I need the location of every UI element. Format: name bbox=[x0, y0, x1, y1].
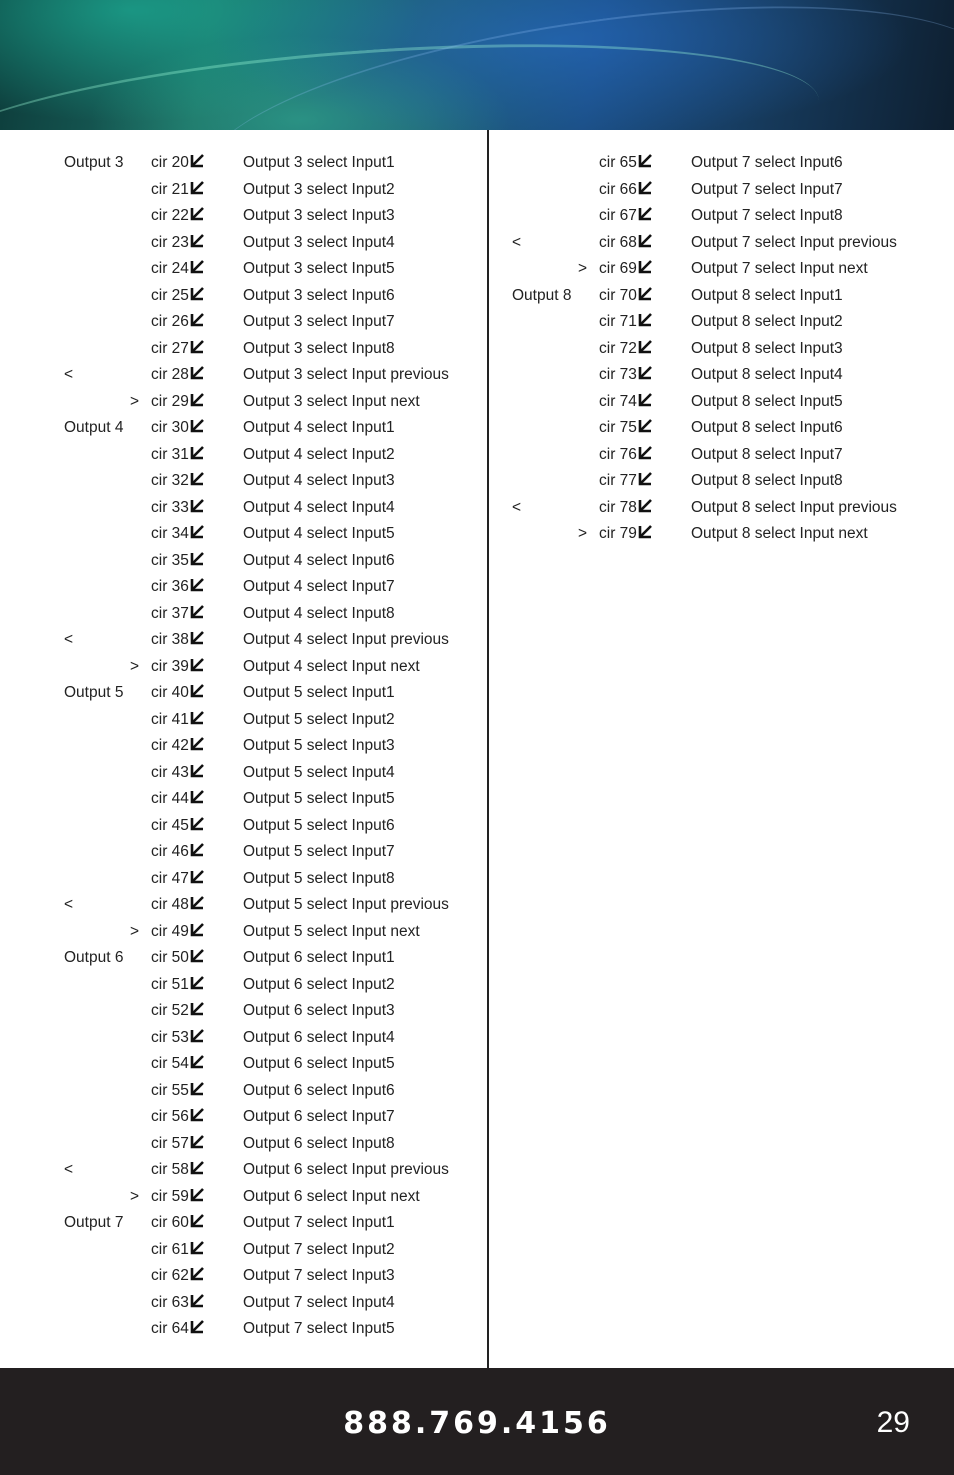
command-description: Output 6 select Input5 bbox=[243, 1055, 395, 1072]
command-code bbox=[151, 1051, 204, 1078]
command-code-text: cir 33 bbox=[151, 498, 189, 516]
command-description: Output 5 select Input7 bbox=[243, 843, 395, 860]
command-description: Output 5 select Input4 bbox=[243, 763, 395, 781]
command-code-text: cir 58 bbox=[151, 1161, 189, 1178]
command-code-text: cir 35 bbox=[151, 551, 189, 569]
command-code-text: cir 48 bbox=[151, 896, 189, 913]
enter-arrow-icon bbox=[638, 287, 652, 301]
phone-number: 888.769.4156 bbox=[343, 1406, 611, 1441]
enter-arrow-icon bbox=[190, 552, 204, 566]
command-description: Output 4 select Input6 bbox=[243, 551, 395, 569]
command-code-text: cir 29 bbox=[151, 392, 189, 410]
enter-arrow-icon bbox=[190, 578, 204, 592]
command-code bbox=[599, 468, 652, 495]
command-description: Output 8 select Input4 bbox=[691, 366, 843, 383]
command-code bbox=[151, 230, 204, 257]
command-code bbox=[599, 495, 652, 522]
enter-arrow-icon bbox=[190, 870, 204, 884]
command-code bbox=[599, 362, 652, 389]
command-code bbox=[151, 627, 204, 654]
command-code bbox=[151, 654, 204, 681]
row-label: Output 8 bbox=[512, 286, 572, 304]
enter-arrow-icon bbox=[190, 207, 204, 221]
command-description: Output 5 select Input1 bbox=[243, 684, 395, 701]
row-label: < bbox=[64, 1161, 74, 1178]
command-code-text: cir 36 bbox=[151, 578, 189, 595]
command-code-text: cir 69 bbox=[599, 260, 637, 277]
command-code bbox=[151, 1078, 204, 1105]
command-description: Output 5 select Input2 bbox=[243, 710, 395, 728]
command-description: Output 3 select Input3 bbox=[243, 207, 395, 224]
command-description: Output 7 select Input1 bbox=[243, 1214, 395, 1231]
enter-arrow-icon bbox=[190, 260, 204, 274]
enter-arrow-icon bbox=[190, 313, 204, 327]
command-code-text: cir 44 bbox=[151, 790, 189, 807]
row-label: Output 7 bbox=[64, 1214, 124, 1231]
enter-arrow-icon bbox=[638, 313, 652, 327]
command-code-text: cir 67 bbox=[599, 207, 637, 224]
command-description: Output 8 select Input next bbox=[691, 525, 868, 542]
enter-arrow-icon bbox=[190, 525, 204, 539]
command-description: Output 7 select Input2 bbox=[243, 1240, 395, 1258]
enter-arrow-icon bbox=[638, 472, 652, 486]
command-code-text: cir 39 bbox=[151, 657, 189, 675]
next-symbol: > bbox=[130, 657, 140, 675]
enter-arrow-icon bbox=[190, 154, 204, 168]
command-code-text: cir 27 bbox=[151, 339, 189, 357]
enter-arrow-icon bbox=[190, 1267, 204, 1281]
command-code bbox=[599, 256, 652, 283]
command-description: Output 6 select Input previous bbox=[243, 1161, 449, 1178]
command-description: Output 3 select Input previous bbox=[243, 366, 449, 383]
command-code bbox=[151, 1316, 204, 1343]
enter-arrow-icon bbox=[190, 499, 204, 513]
command-code bbox=[151, 362, 204, 389]
command-description: Output 8 select Input6 bbox=[691, 419, 843, 436]
command-description: Output 4 select Input2 bbox=[243, 445, 395, 463]
command-description: Output 4 select Input3 bbox=[243, 472, 395, 489]
command-description: Output 3 select Input next bbox=[243, 392, 420, 410]
row-label: Output 3 bbox=[64, 154, 124, 171]
command-description: Output 3 select Input4 bbox=[243, 233, 395, 251]
next-symbol: > bbox=[578, 260, 588, 277]
command-description: Output 7 select Input8 bbox=[691, 207, 843, 224]
command-code-text: cir 45 bbox=[151, 816, 189, 834]
command-code-text: cir 63 bbox=[151, 1293, 189, 1311]
command-description: Output 8 select Input3 bbox=[691, 339, 843, 357]
command-description: Output 7 select Input3 bbox=[243, 1267, 395, 1284]
command-description: Output 8 select Input5 bbox=[691, 392, 843, 410]
command-code-text: cir 50 bbox=[151, 949, 189, 966]
command-code-text: cir 79 bbox=[599, 525, 637, 542]
enter-arrow-icon bbox=[190, 287, 204, 301]
command-code-text: cir 30 bbox=[151, 419, 189, 436]
enter-arrow-icon bbox=[190, 764, 204, 778]
command-code-text: cir 25 bbox=[151, 286, 189, 304]
command-description: Output 7 select Input6 bbox=[691, 154, 843, 171]
command-code bbox=[151, 998, 204, 1025]
enter-arrow-icon bbox=[190, 366, 204, 380]
command-description: Output 3 select Input1 bbox=[243, 154, 395, 171]
command-code-text: cir 75 bbox=[599, 419, 637, 436]
enter-arrow-icon bbox=[190, 1188, 204, 1202]
command-description: Output 7 select Input4 bbox=[243, 1293, 395, 1311]
command-code bbox=[599, 177, 652, 204]
command-code-text: cir 43 bbox=[151, 763, 189, 781]
command-code bbox=[599, 283, 652, 310]
command-description: Output 8 select Input8 bbox=[691, 472, 843, 489]
enter-arrow-icon bbox=[190, 631, 204, 645]
command-code bbox=[151, 415, 204, 442]
next-symbol: > bbox=[130, 1187, 140, 1205]
command-description: Output 5 select Input5 bbox=[243, 790, 395, 807]
row-label: < bbox=[64, 631, 74, 648]
command-code bbox=[151, 1263, 204, 1290]
enter-arrow-icon bbox=[190, 1055, 204, 1069]
command-code-text: cir 34 bbox=[151, 525, 189, 542]
command-description: Output 4 select Input1 bbox=[243, 419, 395, 436]
command-code bbox=[151, 892, 204, 919]
command-description: Output 3 select Input6 bbox=[243, 286, 395, 304]
command-description: Output 6 select Input next bbox=[243, 1187, 420, 1205]
command-code-text: cir 71 bbox=[599, 313, 637, 330]
command-description: Output 7 select Input7 bbox=[691, 180, 843, 198]
command-code bbox=[151, 203, 204, 230]
command-description: Output 4 select Input4 bbox=[243, 498, 395, 516]
enter-arrow-icon bbox=[190, 896, 204, 910]
command-description: Output 6 select Input4 bbox=[243, 1028, 395, 1046]
enter-arrow-icon bbox=[190, 658, 204, 672]
command-code-text: cir 20 bbox=[151, 154, 189, 171]
enter-arrow-icon bbox=[190, 790, 204, 804]
enter-arrow-icon bbox=[190, 340, 204, 354]
command-code bbox=[599, 309, 652, 336]
enter-arrow-icon bbox=[190, 1161, 204, 1175]
command-code-text: cir 21 bbox=[151, 180, 189, 198]
command-code bbox=[151, 548, 204, 575]
command-code bbox=[151, 521, 204, 548]
enter-arrow-icon bbox=[190, 446, 204, 460]
command-description: Output 8 select Input previous bbox=[691, 498, 897, 516]
command-code bbox=[599, 150, 652, 177]
command-code-text: cir 59 bbox=[151, 1187, 189, 1205]
command-code-text: cir 52 bbox=[151, 1002, 189, 1019]
command-description: Output 8 select Input1 bbox=[691, 286, 843, 304]
command-code bbox=[151, 866, 204, 893]
command-code bbox=[151, 495, 204, 522]
command-description: Output 5 select Input6 bbox=[243, 816, 395, 834]
command-code bbox=[151, 1290, 204, 1317]
command-description: Output 4 select Input8 bbox=[243, 604, 395, 622]
command-description: Output 7 select Input next bbox=[691, 260, 868, 277]
enter-arrow-icon bbox=[190, 1108, 204, 1122]
command-description: Output 6 select Input7 bbox=[243, 1108, 395, 1125]
command-description: Output 6 select Input6 bbox=[243, 1081, 395, 1099]
command-code-text: cir 72 bbox=[599, 339, 637, 357]
command-code-text: cir 38 bbox=[151, 631, 189, 648]
column-divider bbox=[487, 130, 489, 1368]
command-code bbox=[151, 813, 204, 840]
enter-arrow-icon bbox=[190, 923, 204, 937]
command-code-text: cir 68 bbox=[599, 233, 637, 251]
command-description: Output 7 select Input5 bbox=[243, 1320, 395, 1337]
command-description: Output 8 select Input7 bbox=[691, 445, 843, 463]
enter-arrow-icon bbox=[190, 234, 204, 248]
command-description: Output 6 select Input8 bbox=[243, 1134, 395, 1152]
enter-arrow-icon bbox=[190, 1029, 204, 1043]
command-code bbox=[151, 760, 204, 787]
command-code bbox=[151, 336, 204, 363]
command-code bbox=[151, 1104, 204, 1131]
command-description: Output 5 select Input3 bbox=[243, 737, 395, 754]
command-description: Output 4 select Input next bbox=[243, 657, 420, 675]
command-description: Output 3 select Input8 bbox=[243, 339, 395, 357]
row-label: < bbox=[64, 896, 74, 913]
page-number: 29 bbox=[876, 1406, 910, 1439]
enter-arrow-icon bbox=[190, 737, 204, 751]
command-code-text: cir 41 bbox=[151, 710, 189, 728]
command-code-text: cir 49 bbox=[151, 922, 189, 940]
command-description: Output 3 select Input5 bbox=[243, 260, 395, 277]
enter-arrow-icon bbox=[638, 207, 652, 221]
command-code-text: cir 55 bbox=[151, 1081, 189, 1099]
enter-arrow-icon bbox=[190, 1241, 204, 1255]
enter-arrow-icon bbox=[638, 260, 652, 274]
command-code bbox=[599, 336, 652, 363]
command-code-text: cir 47 bbox=[151, 869, 189, 887]
command-code bbox=[151, 468, 204, 495]
enter-arrow-icon bbox=[638, 393, 652, 407]
command-code bbox=[151, 1131, 204, 1158]
command-code-text: cir 32 bbox=[151, 472, 189, 489]
command-code bbox=[151, 1184, 204, 1211]
command-code-text: cir 24 bbox=[151, 260, 189, 277]
command-code bbox=[599, 203, 652, 230]
enter-arrow-icon bbox=[190, 1135, 204, 1149]
command-code-text: cir 40 bbox=[151, 684, 189, 701]
command-code bbox=[599, 389, 652, 416]
footer-bar bbox=[0, 1368, 954, 1475]
enter-arrow-icon bbox=[190, 1002, 204, 1016]
command-code-text: cir 28 bbox=[151, 366, 189, 383]
enter-arrow-icon bbox=[190, 1294, 204, 1308]
command-code bbox=[151, 1210, 204, 1237]
row-label: Output 4 bbox=[64, 419, 124, 436]
command-code-text: cir 73 bbox=[599, 366, 637, 383]
command-code-text: cir 76 bbox=[599, 445, 637, 463]
command-description: Output 6 select Input3 bbox=[243, 1002, 395, 1019]
command-code bbox=[151, 177, 204, 204]
next-symbol: > bbox=[578, 525, 588, 542]
command-code bbox=[151, 786, 204, 813]
command-code-text: cir 66 bbox=[599, 180, 637, 198]
command-code-text: cir 60 bbox=[151, 1214, 189, 1231]
command-description: Output 4 select Input7 bbox=[243, 578, 395, 595]
command-code bbox=[599, 521, 652, 548]
enter-arrow-icon bbox=[190, 181, 204, 195]
next-symbol: > bbox=[130, 922, 140, 940]
row-label: < bbox=[64, 366, 74, 383]
command-description: Output 6 select Input1 bbox=[243, 949, 395, 966]
header-banner bbox=[0, 0, 954, 130]
command-code-text: cir 61 bbox=[151, 1240, 189, 1258]
command-code bbox=[151, 601, 204, 628]
command-code-text: cir 42 bbox=[151, 737, 189, 754]
command-code-text: cir 77 bbox=[599, 472, 637, 489]
enter-arrow-icon bbox=[190, 605, 204, 619]
enter-arrow-icon bbox=[638, 234, 652, 248]
command-description: Output 3 select Input2 bbox=[243, 180, 395, 198]
row-label: < bbox=[512, 498, 522, 516]
row-label: Output 5 bbox=[64, 684, 124, 701]
command-code bbox=[151, 256, 204, 283]
enter-arrow-icon bbox=[190, 949, 204, 963]
next-symbol: > bbox=[130, 392, 140, 410]
command-code-text: cir 26 bbox=[151, 313, 189, 330]
enter-arrow-icon bbox=[638, 525, 652, 539]
enter-arrow-icon bbox=[190, 976, 204, 990]
command-code-text: cir 64 bbox=[151, 1320, 189, 1337]
command-description: Output 3 select Input7 bbox=[243, 313, 395, 330]
enter-arrow-icon bbox=[638, 366, 652, 380]
enter-arrow-icon bbox=[638, 340, 652, 354]
command-code-text: cir 46 bbox=[151, 843, 189, 860]
enter-arrow-icon bbox=[638, 499, 652, 513]
command-code bbox=[151, 1157, 204, 1184]
command-description: Output 7 select Input previous bbox=[691, 233, 897, 251]
enter-arrow-icon bbox=[190, 393, 204, 407]
command-code-text: cir 78 bbox=[599, 498, 637, 516]
enter-arrow-icon bbox=[638, 419, 652, 433]
command-code bbox=[151, 442, 204, 469]
command-code-text: cir 22 bbox=[151, 207, 189, 224]
row-label: < bbox=[512, 233, 522, 251]
enter-arrow-icon bbox=[638, 446, 652, 460]
command-code-text: cir 31 bbox=[151, 445, 189, 463]
enter-arrow-icon bbox=[190, 1214, 204, 1228]
command-code bbox=[151, 389, 204, 416]
enter-arrow-icon bbox=[190, 472, 204, 486]
enter-arrow-icon bbox=[638, 154, 652, 168]
command-code bbox=[599, 415, 652, 442]
enter-arrow-icon bbox=[190, 843, 204, 857]
command-description: Output 5 select Input8 bbox=[243, 869, 395, 887]
command-code bbox=[151, 574, 204, 601]
command-code-text: cir 53 bbox=[151, 1028, 189, 1046]
command-code bbox=[151, 733, 204, 760]
command-description: Output 4 select Input previous bbox=[243, 631, 449, 648]
command-code bbox=[151, 839, 204, 866]
command-description: Output 5 select Input next bbox=[243, 922, 420, 940]
command-code bbox=[151, 919, 204, 946]
command-code bbox=[151, 972, 204, 999]
command-code-text: cir 56 bbox=[151, 1108, 189, 1125]
command-code bbox=[151, 309, 204, 336]
enter-arrow-icon bbox=[190, 1082, 204, 1096]
command-code bbox=[151, 707, 204, 734]
command-code-text: cir 74 bbox=[599, 392, 637, 410]
command-code bbox=[599, 230, 652, 257]
command-code bbox=[151, 945, 204, 972]
command-code-text: cir 23 bbox=[151, 233, 189, 251]
command-code-text: cir 62 bbox=[151, 1267, 189, 1284]
command-code-text: cir 57 bbox=[151, 1134, 189, 1152]
command-code-text: cir 70 bbox=[599, 286, 637, 304]
command-code bbox=[151, 283, 204, 310]
command-code bbox=[599, 442, 652, 469]
command-code bbox=[151, 680, 204, 707]
command-description: Output 6 select Input2 bbox=[243, 975, 395, 993]
command-description: Output 4 select Input5 bbox=[243, 525, 395, 542]
enter-arrow-icon bbox=[190, 684, 204, 698]
row-label: Output 6 bbox=[64, 949, 124, 966]
command-code-text: cir 51 bbox=[151, 975, 189, 993]
enter-arrow-icon bbox=[190, 711, 204, 725]
command-code-text: cir 65 bbox=[599, 154, 637, 171]
command-code bbox=[151, 150, 204, 177]
enter-arrow-icon bbox=[638, 181, 652, 195]
command-code bbox=[151, 1237, 204, 1264]
command-code bbox=[151, 1025, 204, 1052]
command-code-text: cir 37 bbox=[151, 604, 189, 622]
enter-arrow-icon bbox=[190, 817, 204, 831]
command-code-text: cir 54 bbox=[151, 1055, 189, 1072]
enter-arrow-icon bbox=[190, 419, 204, 433]
command-description: Output 5 select Input previous bbox=[243, 896, 449, 913]
enter-arrow-icon bbox=[190, 1320, 204, 1334]
command-description: Output 8 select Input2 bbox=[691, 313, 843, 330]
